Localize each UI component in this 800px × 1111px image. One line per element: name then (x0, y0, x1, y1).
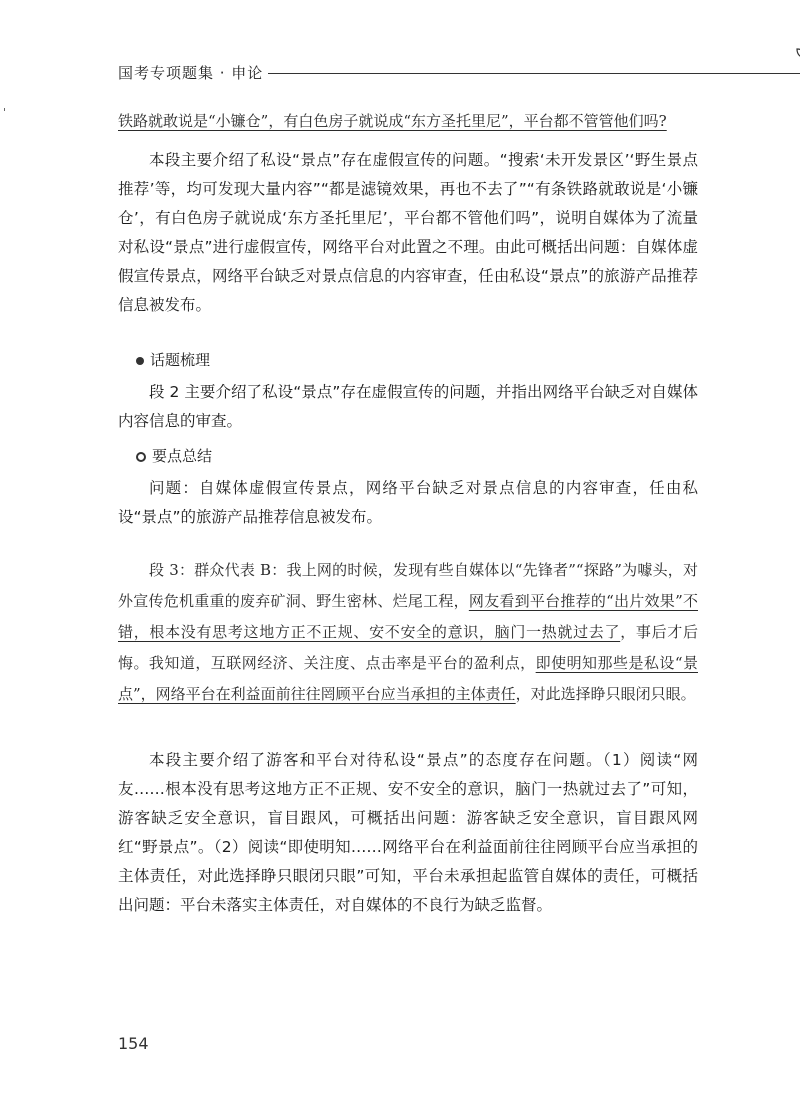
summary-paragraph-1: 本段主要介绍了私设“景点”存在虚假宣传的问题。“搜索‘未开发景区’‘野生景点推荐’等，均可发现大量内容”“都是滤镜效果，再也不去了”“有条铁路就敢说是‘小镰仓’，有白色房子就说成‘东方圣托里尼’，平台都不管他们吗”，说明自媒体为了流量对私设“景点”进行虚假宣传，网络平台对此置之不理。由此可概括出问题：自媒体虚假宣传景点，网络平台缺乏对景点信息的内容审查，任由私设“景点”的旅游产品推荐信息被发布。 (118, 151, 698, 314)
summary-paragraph-2: 本段主要介绍了游客和平台对待私设“景点”的态度存在问题。（1）阅读“网友……根本没有思考这地方正不正规、安不安全的意识，脑门一热就过去了”可知，游客缺乏安全意识，盲目跟风，可概括出问题：游客缺乏安全意识，盲目跟风网红“野景点”。（2）阅读“即使明知……网络平台在利益面前往往罔顾平台应当承担的主体责任，对此选择睁只眼闭只眼”可知，平台未承担起监管自媒体的责任，可概括出问题：平台未落实主体责任，对自媒体的不良行为缺乏监督。 (118, 751, 698, 914)
bullet-topic-label: 话题梳理 (150, 351, 211, 369)
margin-mark (4, 108, 5, 111)
bullet-topic (136, 349, 210, 370)
bullet-dot-icon (136, 357, 144, 365)
para3-text-c: ，对此选择睁只眼闭只眼。 (515, 685, 696, 703)
problem-paragraph: 问题：自媒体虚假宣传景点，网络平台缺乏对景点信息的内容审查，任由私设“景点”的旅游产品推荐信息被发布。 (118, 479, 698, 526)
para3-text-b: ，事后才后悔。我知道，互联网经济、关注度、点击率是平台的盈利点， (118, 623, 698, 672)
continued-line: 铁路就敢说是“小镰仓”，有白色房子就说成“东方圣托里尼”，平台都不管管他们吗? (118, 112, 667, 130)
header-title: 国考专项题集 · 申论 (118, 64, 264, 82)
para3-underline-2: 即使明知那些是私设“景点”，网络平台在利益面前往往罔顾平台应当承担的主体责任 (118, 654, 698, 703)
sprout-icon (794, 42, 800, 76)
para3-underline-1: 网友看到平台推荐的“出片效果”不错，根本没有思考这地方正不正规、安不安全的意识，脑门一热就过去了 (118, 592, 698, 641)
material-paragraph-3 (118, 555, 698, 710)
topic-paragraph: 段 2 主要介绍了私设“景点”存在虚假宣传的问题，并指出网络平台缺乏对自媒体内容信息的审查。 (118, 383, 698, 430)
bullet-ring-icon (136, 452, 146, 462)
running-header (118, 62, 708, 84)
bullet-summary (136, 445, 212, 466)
bullet-summary-label: 要点总结 (152, 447, 213, 465)
para3-text-a: 段 3：群众代表 B：我上网的时候，发现有些自媒体以“先锋者”“探路”为噱头，对外宣传危机重重的废弃矿洞、野生密林、烂尾工程， (118, 561, 698, 610)
header-rule (268, 73, 800, 74)
page-number: 154 (118, 1034, 149, 1053)
